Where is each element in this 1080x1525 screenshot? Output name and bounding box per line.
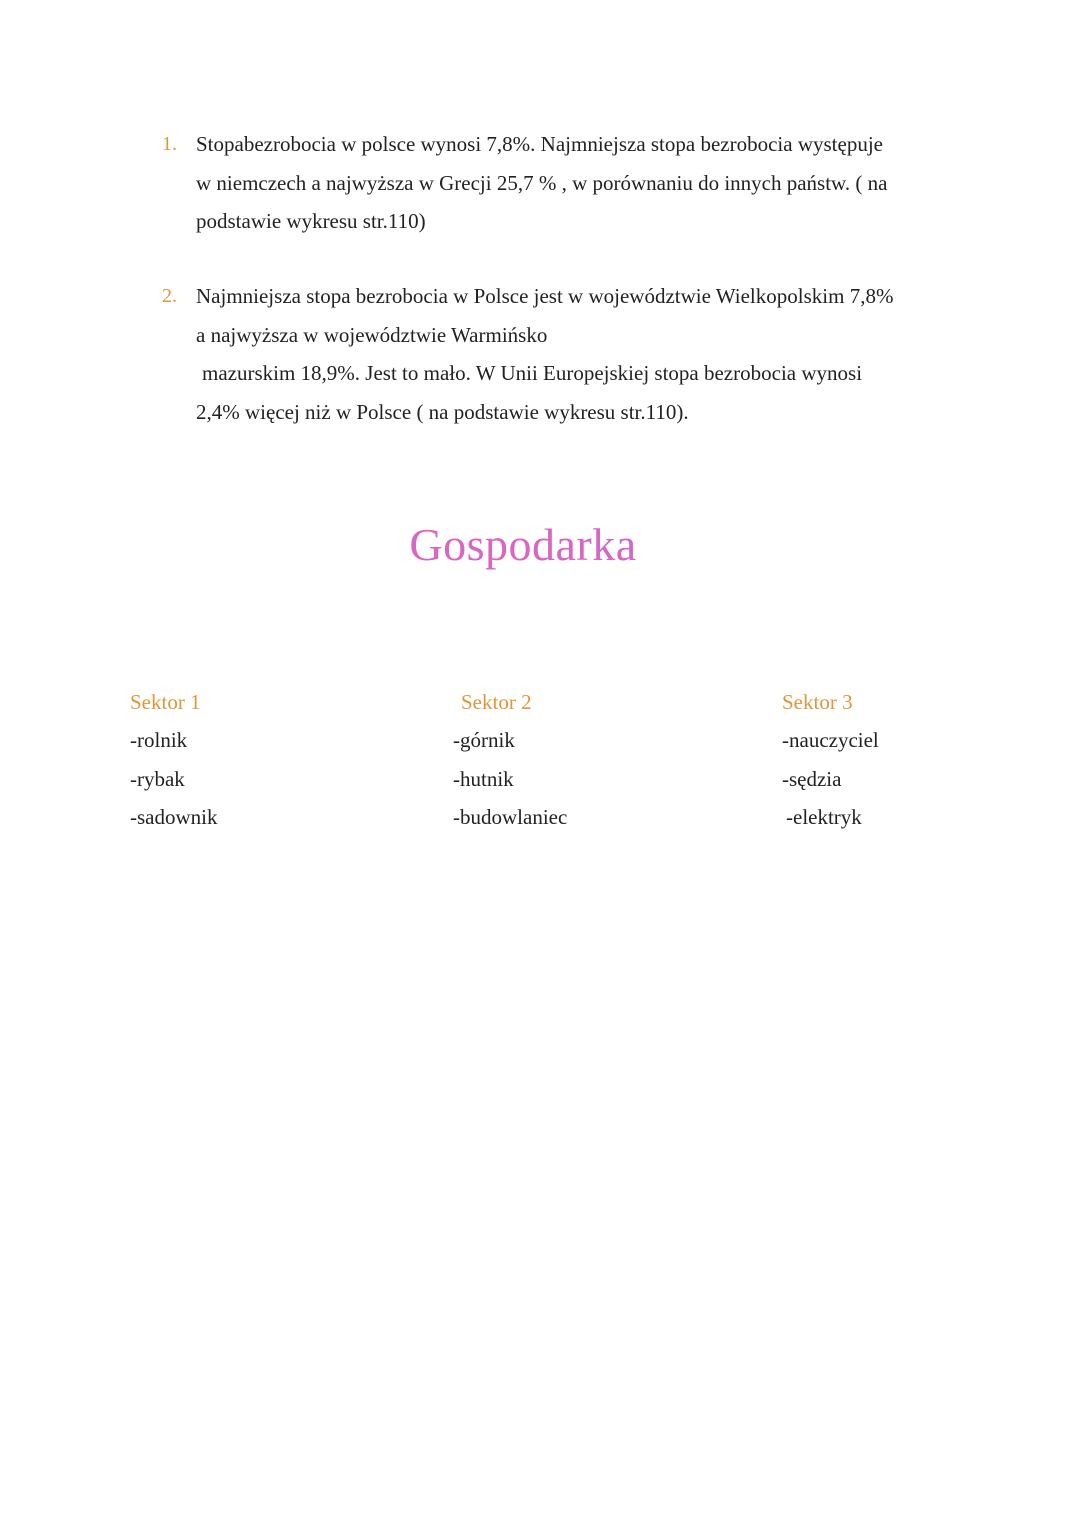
sector-title: Sektor 1	[130, 690, 201, 714]
list-item-text	[196, 125, 976, 241]
text-line: 2,4% więcej niż w Polsce ( na podstawie wykresu str.110).	[196, 399, 689, 424]
sector-title: Sektor 2	[461, 690, 532, 714]
text-line: podstawie wykresu str.110)	[196, 209, 426, 233]
sector-item: -rybak	[130, 766, 185, 791]
sector-item: -rolnik	[130, 728, 188, 752]
text-line: w niemczech a najwyższa w Grecji 25,7 % , w porównaniu do innych państw. ( na	[196, 170, 888, 195]
sector-column-2	[453, 683, 713, 837]
sector-column-1	[130, 683, 390, 837]
sector-item: -sadownik	[130, 805, 218, 829]
list-number: 2.	[162, 285, 177, 307]
section-heading: Gospodarka	[409, 519, 637, 570]
list-item-text	[196, 277, 976, 431]
text-line: Stopabezrobocia w polsce wynosi 7,8%. Najmniejsza stopa bezrobocia występuje	[196, 132, 883, 156]
list-number: 1.	[162, 133, 177, 155]
sector-item: -hutnik	[453, 766, 514, 791]
sector-item: -nauczyciel	[782, 728, 879, 752]
sector-title: Sektor 3	[782, 690, 853, 714]
sector-column-3	[782, 683, 1042, 837]
text-line: Najmniejsza stopa bezrobocia w Polsce jest w województwie Wielkopolskim 7,8%	[196, 284, 894, 308]
text-line: a najwyższa w województwie Warmińsko	[196, 322, 548, 347]
sector-item: -górnik	[453, 728, 515, 752]
sector-item: -sędzia	[782, 766, 842, 791]
text-line: mazurskim 18,9%. Jest to mało. W Unii Europejskiej stopa bezrobocia wynosi	[202, 361, 863, 385]
sector-item: -elektryk	[786, 805, 862, 829]
sector-item: -budowlaniec	[453, 805, 568, 829]
